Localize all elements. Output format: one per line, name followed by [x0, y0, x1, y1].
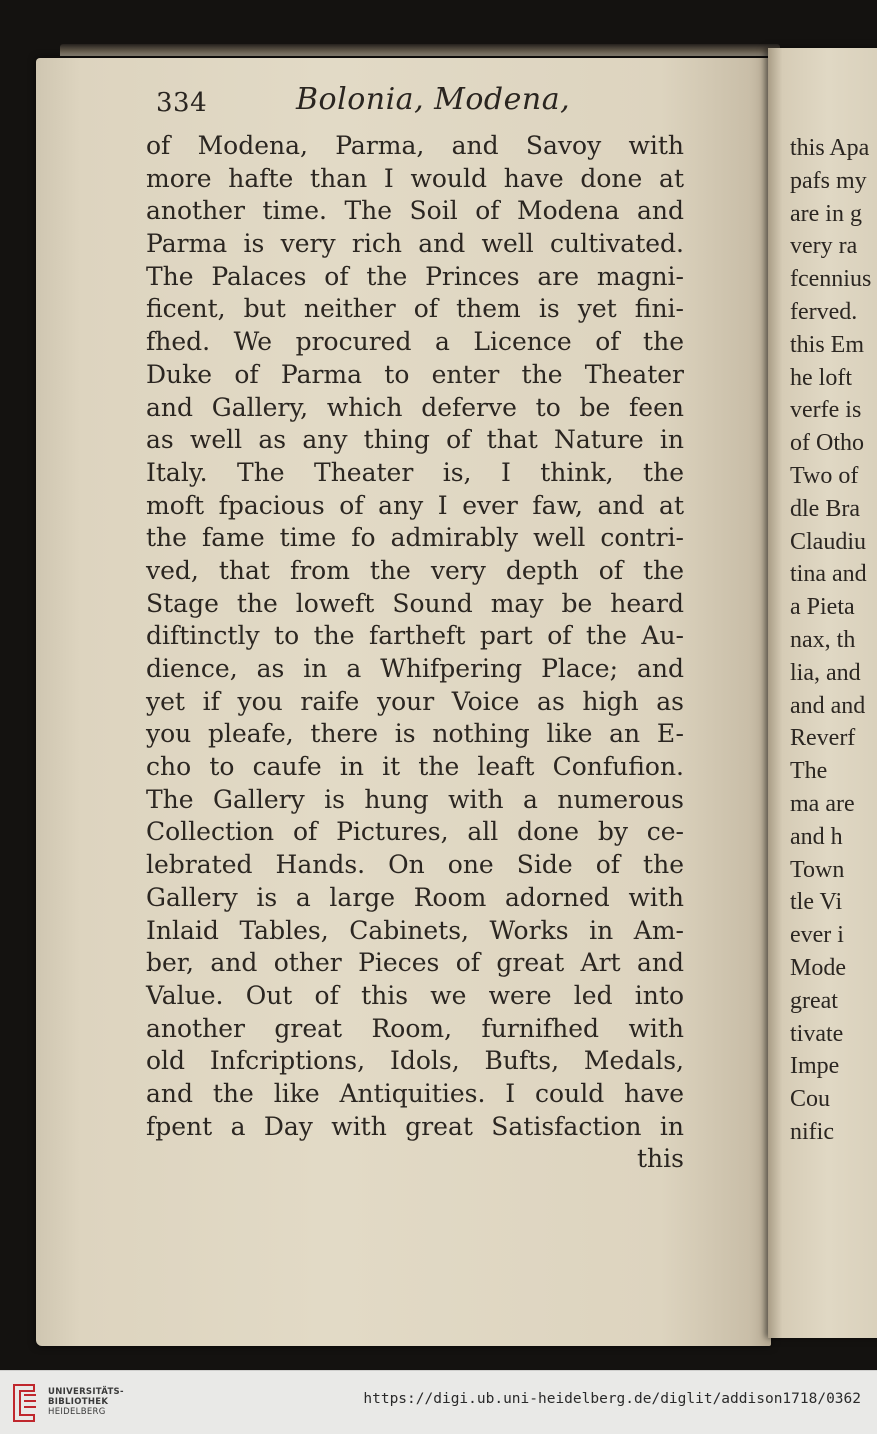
- text-line: Duke of Parma to enter the Theater: [146, 359, 684, 389]
- facing-text-line: tina and: [790, 561, 867, 588]
- text-line: The Palaces of the Princes are magni-: [146, 261, 684, 291]
- facing-text-line: tivate: [790, 1020, 844, 1047]
- page-number: 334: [156, 88, 208, 118]
- facing-text-line: he loft: [790, 364, 852, 391]
- facing-text-line: Reverf: [790, 725, 856, 752]
- facing-text-line: of Otho: [790, 430, 864, 457]
- text-line: diftinctly to the fartheft part of the Au-: [146, 621, 684, 651]
- facing-text-line: The: [790, 758, 828, 785]
- text-line: another time. The Soil of Modena and: [146, 196, 684, 226]
- text-line: Inlaid Tables, Cabinets, Works in Am-: [146, 915, 684, 945]
- facing-text-line: great: [790, 987, 838, 1014]
- library-logo-icon: [10, 1381, 40, 1423]
- facing-text-line: pafs my: [790, 167, 867, 194]
- facing-text-line: ever i: [790, 922, 844, 949]
- facing-text-line: Claudiu: [790, 528, 866, 555]
- facing-text-line: this Em: [790, 331, 865, 358]
- running-head: [156, 82, 676, 122]
- facing-text-line: and h: [790, 823, 843, 850]
- facing-text-line: ferved.: [790, 298, 858, 325]
- running-title: Bolonia, Modena,: [296, 82, 571, 117]
- facing-text-line: this Apa: [790, 135, 870, 161]
- text-line: Value. Out of this we were led into: [146, 980, 684, 1010]
- text-line: Italy. The Theater is, I think, the: [146, 457, 684, 487]
- facing-text-line: very ra: [790, 233, 858, 260]
- facing-text-line: Impe: [790, 1053, 840, 1080]
- permalink[interactable]: https://digi.ub.uni-heidelberg.de/diglit/addison1718/0362: [363, 1391, 861, 1407]
- text-line: more hafte than I would have done at: [146, 163, 684, 193]
- text-line: of Modena, Parma, and Savoy with: [146, 131, 684, 160]
- text-line: ved, that from the very depth of the: [146, 555, 684, 585]
- institution-line: UNIVERSITÄTS-: [48, 1387, 124, 1397]
- text-line: yet if you raife your Voice as high as: [146, 686, 684, 716]
- institution-name: [48, 1387, 124, 1417]
- facing-text-line: are in g: [790, 200, 862, 227]
- facing-text-line: nax, th: [790, 626, 856, 653]
- page-top-edge: [60, 44, 780, 56]
- text-line: the fame time fo admirably well contri-: [146, 523, 684, 553]
- text-line: The Gallery is hung with a numerous: [146, 784, 684, 814]
- facing-text-line: ma are: [790, 790, 855, 817]
- text-line: Collection of Pictures, all done by ce-: [146, 817, 684, 847]
- body-text: [146, 130, 684, 1176]
- institution-line: HEIDELBERG: [48, 1407, 106, 1417]
- facing-text-line: Cou: [790, 1086, 831, 1113]
- text-line: fpent a Day with great Satisfaction in: [146, 1111, 684, 1141]
- facing-text-line: fcennius: [790, 266, 872, 293]
- text-line: ficent, but neither of them is yet fini-: [146, 294, 684, 324]
- text-line: old Infcriptions, Idols, Bufts, Medals,: [146, 1046, 684, 1076]
- text-line: Parma is very rich and well cultivated.: [146, 229, 684, 259]
- text-line: and Gallery, which deferve to be feen: [146, 392, 684, 422]
- facing-text-line: dle Bra: [790, 495, 860, 522]
- text-line: and the like Antiquities. I could have: [146, 1078, 684, 1108]
- text-line: moft fpacious of any I ever faw, and at: [146, 490, 684, 520]
- text-line: dience, as in a Whifpering Place; and: [146, 654, 684, 683]
- facing-text-line: and and: [790, 692, 866, 719]
- facing-text-line: Town: [790, 856, 845, 883]
- facing-text-line: lia, and: [790, 659, 861, 686]
- facing-page-text: [790, 132, 877, 1149]
- text-line: cho to caufe in it the leaft Confufion.: [146, 752, 684, 782]
- facing-text-line: Mode: [790, 954, 846, 981]
- text-line: as well as any thing of that Nature in: [146, 425, 684, 455]
- text-line: ber, and other Pieces of great Art and: [146, 948, 684, 978]
- text-line: another great Room, furnifhed with: [146, 1013, 684, 1043]
- text-line: fhed. We procured a Licence of the: [146, 327, 684, 357]
- viewer-footer: [0, 1370, 877, 1434]
- text-line: lebrated Hands. On one Side of the: [146, 850, 684, 880]
- facing-text-line: a Pieta: [790, 594, 855, 621]
- facing-text-line: Two of: [790, 462, 859, 489]
- institution-line: BIBLIOTHEK: [48, 1397, 109, 1407]
- text-line: you pleafe, there is nothing like an E-: [146, 719, 684, 749]
- text-line: Stage the loweft Sound may be heard: [146, 588, 684, 618]
- facing-text-line: verfe is: [790, 397, 862, 424]
- catchword: this: [637, 1144, 684, 1174]
- facing-text-line: tle Vi: [790, 889, 843, 916]
- facing-text-line: nific: [790, 1118, 834, 1145]
- text-line: Gallery is a large Room adorned with: [146, 882, 684, 912]
